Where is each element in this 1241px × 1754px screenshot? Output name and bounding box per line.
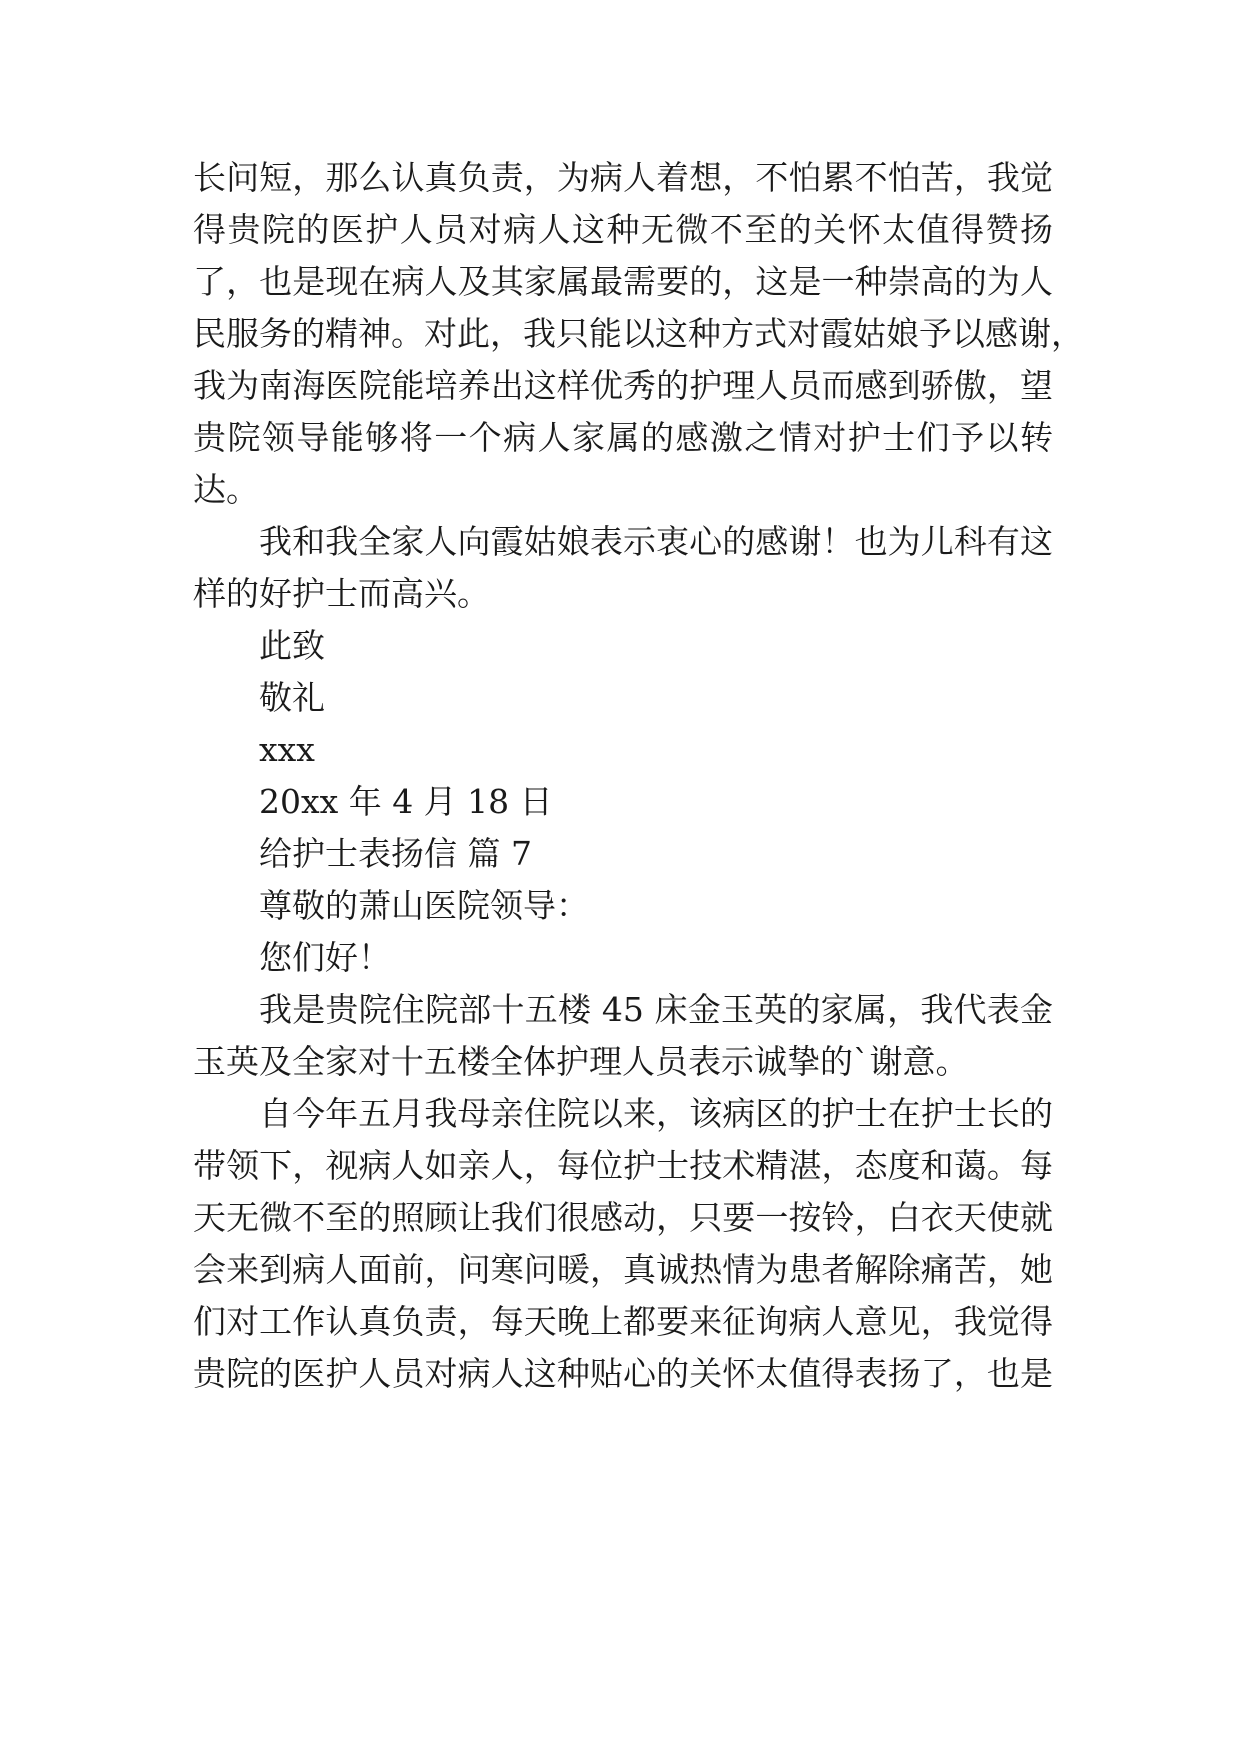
paragraph-first-line: 我是贵院住院部十五楼 45 床金玉英的家属，我代表金 (259, 990, 1053, 1029)
text-line: 达。 (193, 470, 259, 509)
text-line: 贵院领导能够将一个病人家属的感激之情对护士们予以转 (193, 418, 1053, 457)
text-line: 民服务的精神。对此，我只能以这种方式对霞姑娘予以感谢， (193, 314, 1084, 353)
text-line: 了，也是现在病人及其家属最需要的，这是一种崇高的为人 (193, 262, 1053, 301)
date: 20xx 年 4 月 18 日 (259, 782, 553, 821)
text-line: 长问短，那么认真负责，为病人着想，不怕累不怕苦，我觉 (193, 158, 1053, 197)
greeting: 您们好！ (259, 938, 391, 977)
section-heading: 给护士表扬信 篇 7 (259, 834, 532, 873)
text-line: 得贵院的医护人员对病人这种无微不至的关怀太值得赞扬 (193, 210, 1053, 249)
paragraph-first-line: 自今年五月我母亲住院以来，该病区的护士在护士长的 (259, 1094, 1053, 1133)
closing-salutation: 此致 (259, 626, 325, 665)
closing-respect: 敬礼 (259, 678, 325, 717)
text-line: 贵院的医护人员对病人这种贴心的关怀太值得表扬了，也是 (193, 1354, 1053, 1393)
signature: xxx (259, 730, 315, 769)
text-line: 们对工作认真负责，每天晚上都要来征询病人意见，我觉得 (193, 1302, 1053, 1341)
text-line: 样的好护士而高兴。 (193, 574, 490, 613)
text-line: 我为南海医院能培养出这样优秀的护理人员而感到骄傲，望 (193, 366, 1053, 405)
text-line: 会来到病人面前，问寒问暖，真诚热情为患者解除痛苦，她 (193, 1250, 1053, 1289)
text-line: 天无微不至的照顾让我们很感动，只要一按铃，白衣天使就 (193, 1198, 1053, 1237)
text-line: 玉英及全家对十五楼全体护理人员表示诚挚的`谢意。 (193, 1042, 969, 1081)
text-line: 带领下，视病人如亲人，每位护士技术精湛，态度和蔼。每 (193, 1146, 1053, 1185)
salutation: 尊敬的萧山医院领导： (259, 886, 589, 925)
paragraph-first-line: 我和我全家人向霞姑娘表示衷心的感谢！也为儿科有这 (259, 522, 1053, 561)
